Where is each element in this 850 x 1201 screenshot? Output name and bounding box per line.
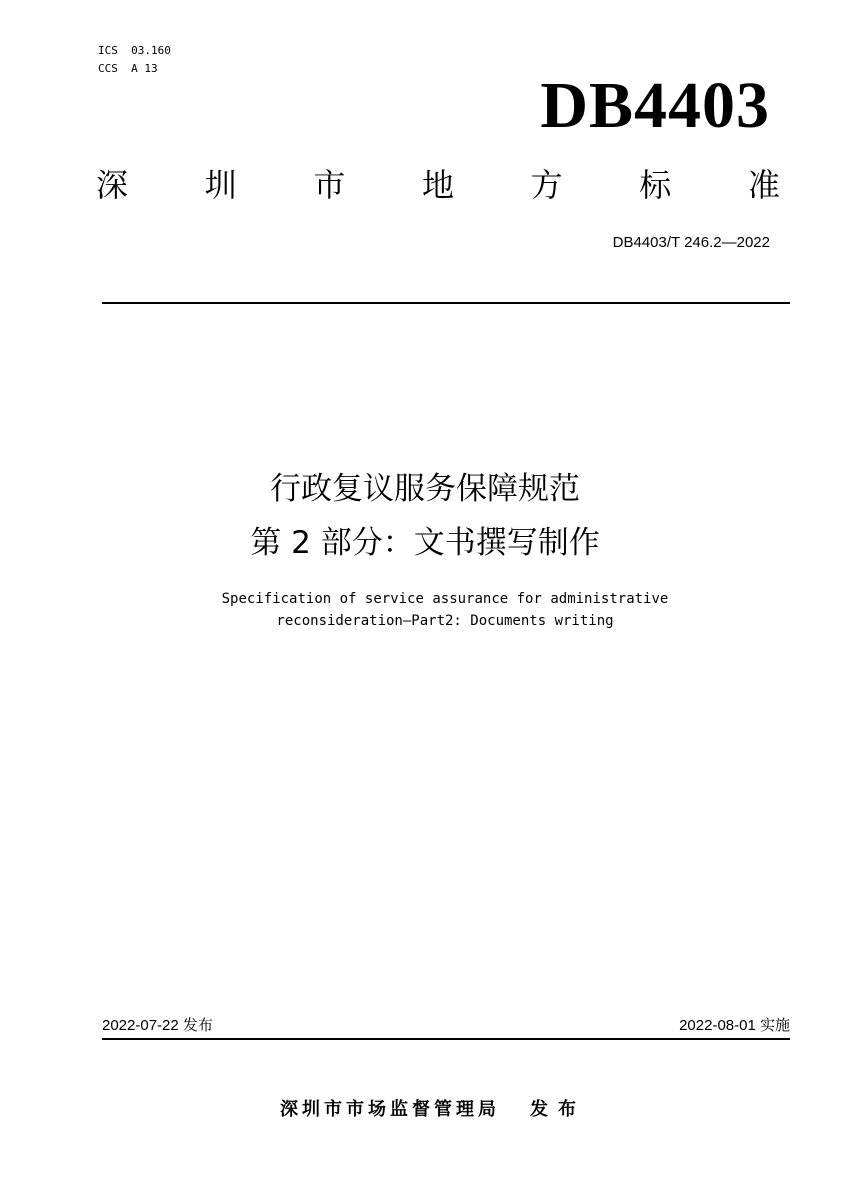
- standard-type-char: 圳: [204, 166, 237, 204]
- standard-type-char: 市: [313, 166, 346, 204]
- standard-type-heading: [96, 160, 780, 210]
- standard-code-logo: DB4403: [540, 69, 770, 142]
- ccs-code: CCS A 13: [98, 62, 158, 75]
- english-title-line-2: reconsideration—Part2: Documents writing: [276, 613, 614, 629]
- ics-code: ICS 03.160: [98, 44, 171, 57]
- english-title: [0, 588, 850, 632]
- issue-verb: 发布: [530, 1099, 586, 1120]
- top-divider: [102, 302, 790, 304]
- standard-type-char: 地: [421, 166, 454, 204]
- date-row: [102, 1015, 790, 1037]
- implementation-date: 2022-08-01 实施: [679, 1017, 790, 1034]
- bottom-divider: [102, 1038, 790, 1040]
- issue-date: 2022-07-22 发布: [102, 1017, 213, 1034]
- issuing-authority: 深圳市市场监督管理局: [280, 1099, 500, 1120]
- standard-type-char: 准: [747, 166, 780, 204]
- english-title-line-1: Specification of service assurance for administrative: [221, 591, 669, 607]
- standard-type-char: 方: [530, 166, 563, 204]
- classification-codes: [98, 42, 171, 78]
- chinese-title: [0, 462, 850, 570]
- chinese-title-line-1: 行政复议服务保障规范: [270, 471, 580, 507]
- standard-number: DB4403/T 246.2—2022: [612, 234, 770, 251]
- standard-type-char: 深: [96, 166, 129, 204]
- standard-type-char: 标: [639, 166, 672, 204]
- issuer-line: [0, 1096, 850, 1124]
- chinese-title-line-2: 第 2 部分：文书撰写制作: [250, 525, 600, 561]
